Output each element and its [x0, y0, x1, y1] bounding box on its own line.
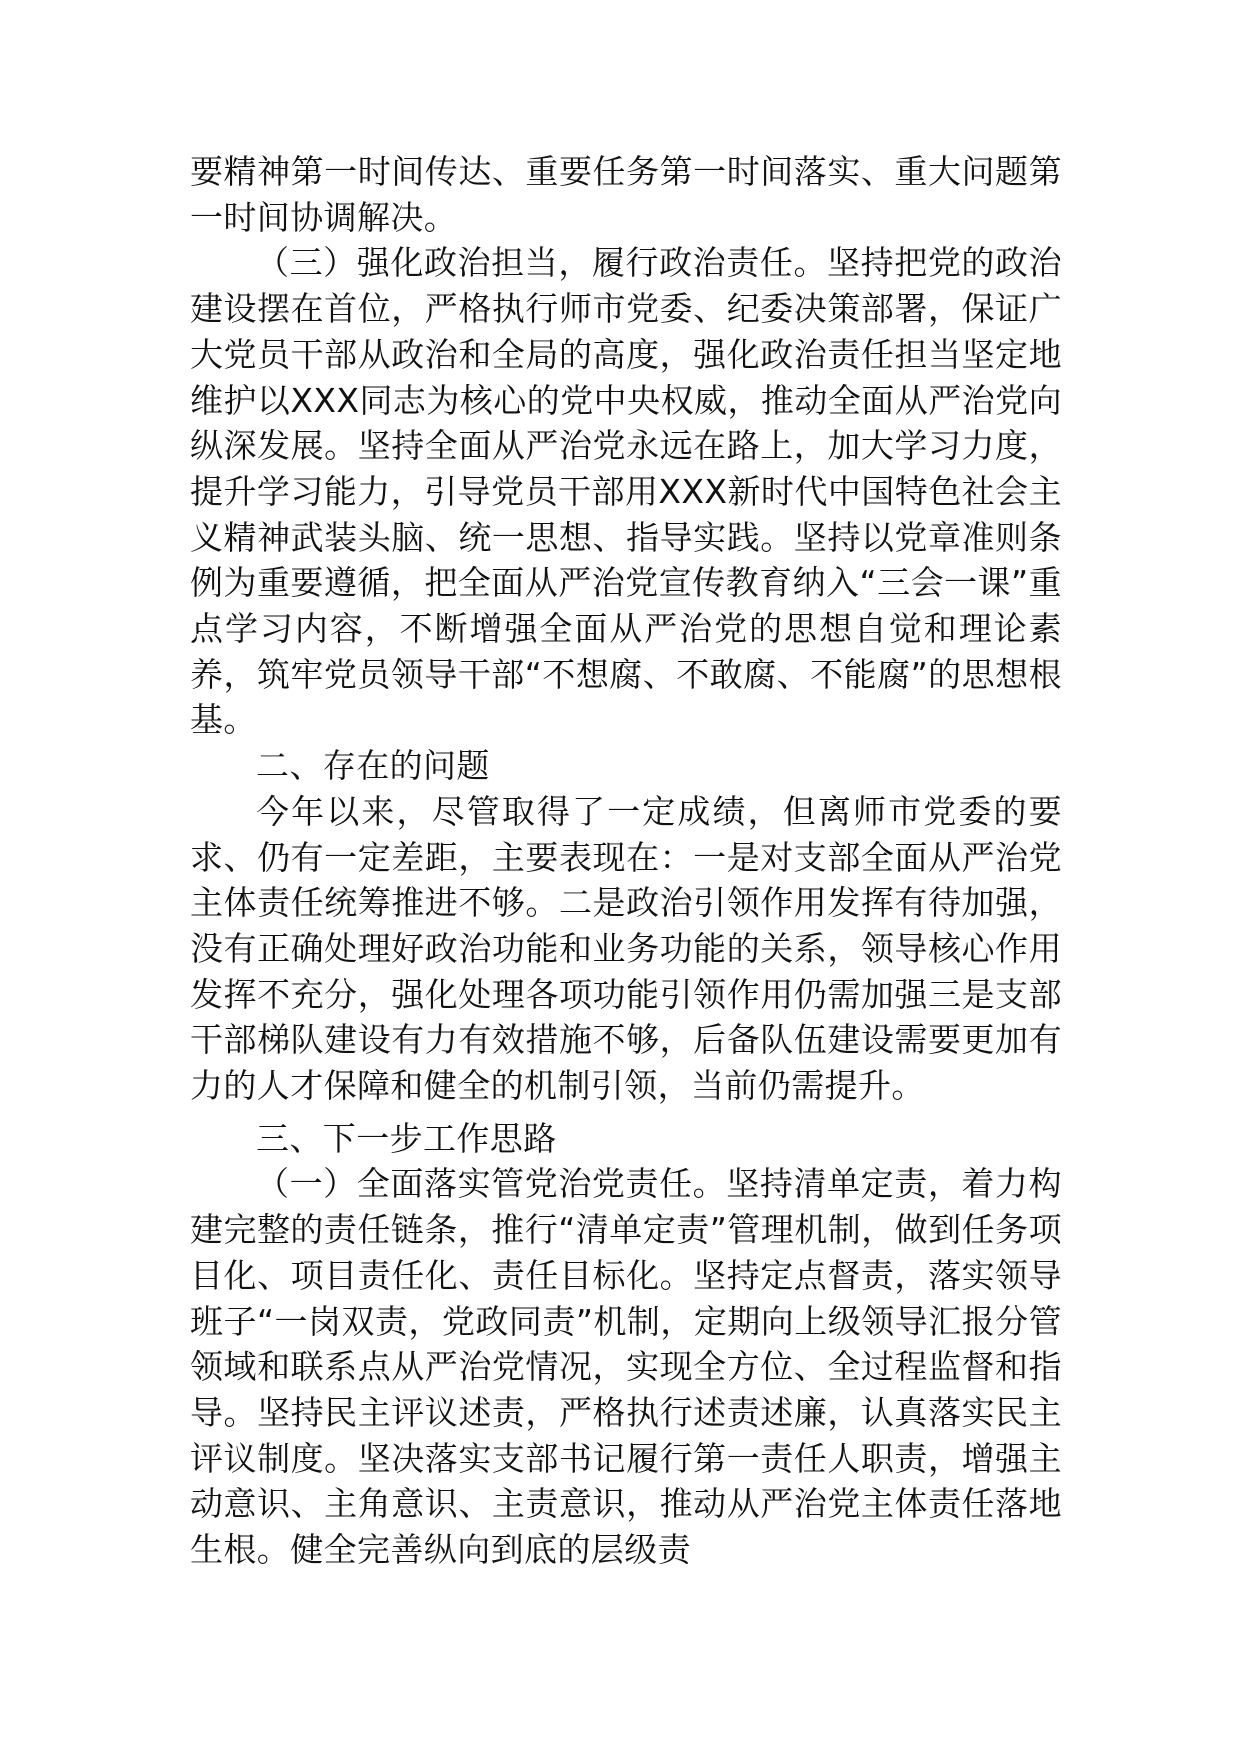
section-heading-next-steps: 三、下一步工作思路	[256, 1118, 557, 1158]
section-heading-problems: 二、存在的问题	[256, 746, 490, 786]
paragraph-problems: 今年以来，尽管取得了一定成绩，但离师市党委的要求、仍有一定差距，主要表现在：一是对支部全面从严治党主体责任统筹推进不够。二是政治引领作用发挥有待加强，没有正确处理好政治功能和业务功能的关系，领导核心作用发挥不充分，强化处理各项功能引领作用仍需加强三是支部干部梯队建设有力有效措施不够，后备队伍建设需要更加有力的人才保障和健全的机制引领，当前仍需提升。	[190, 791, 1062, 1106]
paragraph-political-responsibility: （三）强化政治担当，履行政治责任。坚持把党的政治建设摆在首位，严格执行师市党委、纪委决策部署，保证广大党员干部从政治和全局的高度，强化政治责任担当坚定地维护以XXX同志为核心的党中央权威，推动全面从严治党向纵深发展。坚持全面从严治党永远在路上，加大学习力度，提升学习能力，引导党员干部用XXX新时代中国特色社会主义精神武装头脑、统一思想、指导实践。坚持以党章准则条例为重要遵循，把全面从严治党宣传教育纳入“三会一课”重点学习内容，不断增强全面从严治党的思想自觉和理论素养，筑牢党员领导干部“不想腐、不敢腐、不能腐”的思想根基。	[190, 243, 1062, 740]
paragraph-next-steps: （一）全面落实管党治党责任。坚持清单定责，着力构建完整的责任链条，推行“清单定责”管理机制，做到任务项目化、项目责任化、责任目标化。坚持定点督责，落实领导班子“一岗双责，党政同责”机制，定期向上级领导汇报分管领域和联系点从严治党情况，实现全方位、全过程监督和指导。坚持民主评议述责，严格执行述责述廉，认真落实民主评议制度。坚决落实支部书记履行第一责任人职责，增强主动意识、主角意识、主责意识，推动从严治党主体责任落地生根。健全完善纵向到底的层级责	[190, 1164, 1062, 1570]
document-page	[190, 149, 1062, 1573]
paragraph-continuation: 要精神第一时间传达、重要任务第一时间落实、重大问题第一时间协调解决。	[190, 152, 1062, 237]
